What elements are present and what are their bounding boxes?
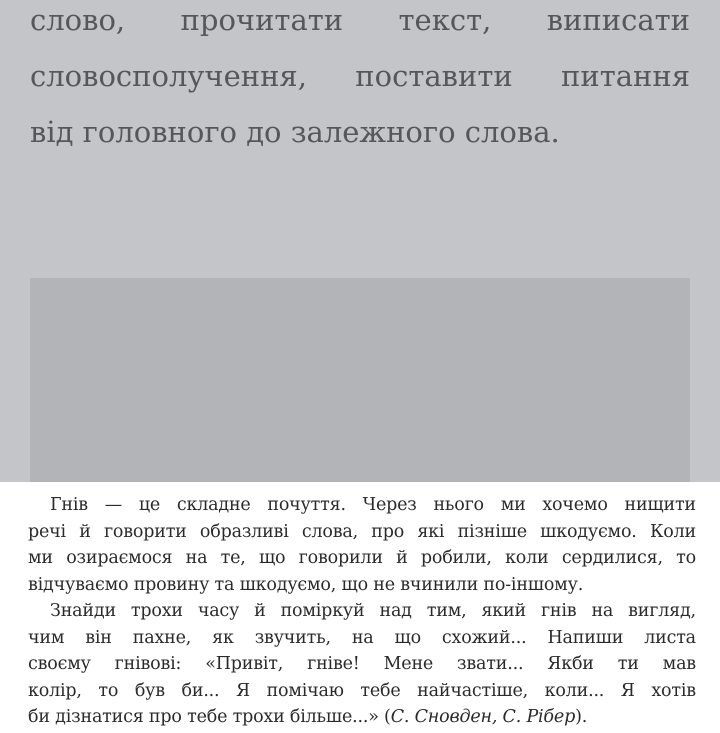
word: Мене bbox=[383, 654, 434, 675]
word: би... bbox=[181, 680, 220, 701]
overlay-instruction-text bbox=[30, 0, 690, 160]
word: трохи bbox=[130, 601, 183, 621]
word: найчастіше, bbox=[417, 680, 529, 701]
book-page bbox=[0, 484, 720, 733]
text-line bbox=[28, 492, 696, 519]
word: на bbox=[351, 627, 374, 648]
text-fragment: би дізнатися про тебе трохи більше...» ( bbox=[28, 707, 391, 728]
word: колір, bbox=[28, 680, 82, 701]
word: то bbox=[98, 680, 119, 701]
word: Я bbox=[620, 680, 635, 701]
word: образливі bbox=[199, 521, 289, 542]
overlay-word: виписати bbox=[546, 3, 690, 37]
overlay-word: прочитати bbox=[180, 3, 344, 37]
word: озираємося bbox=[66, 548, 173, 569]
word: хочемо bbox=[542, 495, 608, 515]
image-placeholder bbox=[30, 278, 690, 482]
word: був bbox=[134, 680, 165, 701]
word: коли... bbox=[544, 680, 605, 701]
word: речі bbox=[28, 521, 66, 542]
text-line-last bbox=[28, 704, 696, 731]
word: хотів bbox=[651, 680, 696, 701]
word: вигляд, bbox=[628, 601, 696, 621]
word: поміркуй bbox=[280, 601, 365, 621]
word: своєму bbox=[28, 654, 91, 675]
overlay-word: словосполучення, bbox=[30, 59, 307, 93]
word: як bbox=[212, 627, 234, 648]
word: сердилися, bbox=[561, 548, 663, 569]
word: «Привіт, bbox=[205, 654, 284, 675]
word: які bbox=[417, 521, 445, 542]
word: ми bbox=[500, 495, 526, 515]
word: ти bbox=[617, 654, 639, 675]
word: Якби bbox=[547, 654, 594, 675]
word: що bbox=[394, 627, 421, 648]
word: ми bbox=[28, 548, 53, 569]
word: те, bbox=[220, 548, 246, 569]
word: коли bbox=[505, 548, 549, 569]
word: гнів bbox=[540, 601, 577, 621]
word: тебе bbox=[360, 680, 401, 701]
overlay-word: текст, bbox=[398, 3, 492, 37]
paragraph-1 bbox=[28, 492, 696, 598]
word: чим bbox=[28, 627, 65, 648]
word: над bbox=[379, 601, 412, 621]
word: це bbox=[138, 495, 161, 515]
authors-citation: С. Сновден, С. Рібер bbox=[390, 707, 576, 728]
word: й bbox=[396, 548, 408, 569]
word: Через bbox=[362, 495, 417, 515]
word: Напиши bbox=[547, 627, 624, 648]
word: пахне, bbox=[132, 627, 192, 648]
text-line bbox=[28, 545, 696, 572]
word: пізніше bbox=[457, 521, 527, 542]
word: який bbox=[481, 601, 526, 621]
word: слова, bbox=[301, 521, 358, 542]
overlay-word: слово, bbox=[30, 3, 126, 37]
overlay-line-3: від головного до залежного слова. bbox=[30, 115, 560, 149]
word: він bbox=[85, 627, 112, 648]
overlay-word: поставити bbox=[355, 59, 513, 93]
word: говорити bbox=[103, 521, 187, 542]
text-line bbox=[28, 678, 696, 705]
word: шкодуємо. bbox=[540, 521, 637, 542]
word: гніве! bbox=[307, 654, 360, 675]
word: Коли bbox=[649, 521, 696, 542]
word: складне bbox=[176, 495, 251, 515]
word: Знайди bbox=[50, 601, 116, 621]
word: нищити bbox=[624, 495, 696, 515]
text-line bbox=[28, 651, 696, 678]
text-fragment: ). bbox=[575, 707, 588, 728]
word: помічаю bbox=[266, 680, 344, 701]
overlay-line-1 bbox=[30, 0, 690, 48]
word: що bbox=[258, 548, 286, 569]
text-line bbox=[28, 519, 696, 546]
word: мав bbox=[662, 654, 696, 675]
word: Гнів bbox=[50, 495, 88, 515]
word: — bbox=[104, 495, 123, 515]
word: робили, bbox=[420, 548, 492, 569]
word: нього bbox=[433, 495, 484, 515]
word: звати... bbox=[457, 654, 524, 675]
word: часу bbox=[197, 601, 240, 621]
word: листа bbox=[644, 627, 696, 648]
word: звучить, bbox=[254, 627, 331, 648]
word: схожий... bbox=[441, 627, 527, 648]
text-line bbox=[28, 625, 696, 652]
overlay-word: питання bbox=[561, 59, 690, 93]
word: про bbox=[371, 521, 405, 542]
word: на bbox=[185, 548, 208, 569]
paragraph-2 bbox=[28, 598, 696, 731]
word: то bbox=[676, 548, 696, 569]
word: на bbox=[591, 601, 614, 621]
word: й bbox=[254, 601, 266, 621]
word: й bbox=[79, 521, 91, 542]
word: почуття. bbox=[267, 495, 346, 515]
word: говорили bbox=[298, 548, 383, 569]
text-line bbox=[28, 598, 696, 625]
word: Я bbox=[236, 680, 250, 701]
text-line: відчуваємо провину та шкодуємо, що не вчинили по-іншому. bbox=[28, 574, 584, 595]
word: гнівові: bbox=[114, 654, 182, 675]
word: тим, bbox=[426, 601, 467, 621]
overlay-line-2 bbox=[30, 48, 690, 104]
